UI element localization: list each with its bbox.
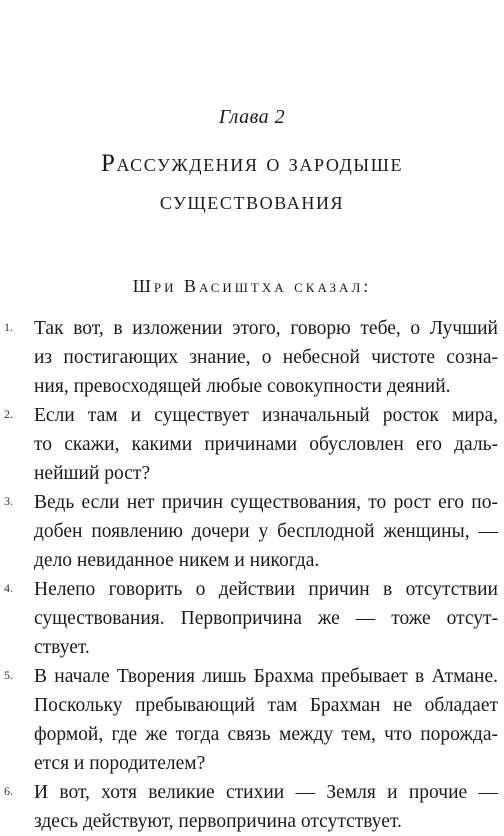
verse-text bbox=[34, 778, 498, 836]
verse-number: 3. bbox=[4, 494, 13, 508]
chapter-title bbox=[0, 145, 504, 221]
verse-line: В начале Творения лишь Брахма пребывает в Атмане. bbox=[34, 666, 498, 687]
verse-line: добен появлению дочери у бесплодной женщины, — bbox=[34, 521, 498, 542]
verse-number: 5. bbox=[4, 668, 13, 682]
verse-line: ствует. bbox=[34, 637, 90, 658]
verse-line: Поскольку пребывающий там Брахман не обладает bbox=[34, 695, 498, 716]
verse-text bbox=[34, 575, 498, 662]
verse-line: то скажи, какими причинами обусловлен его даль- bbox=[34, 434, 498, 455]
speaker-heading: Шри Васиштха сказал: bbox=[132, 276, 372, 296]
verse-line: из постигающих знание, о небесной чистоте созна- bbox=[34, 347, 498, 368]
verse-number: 1. bbox=[4, 320, 13, 334]
verse-line: дело невиданное никем и никогда. bbox=[34, 550, 320, 571]
verse bbox=[0, 488, 504, 575]
verse bbox=[0, 575, 504, 662]
verse-number: 6. bbox=[4, 784, 13, 798]
chapter-title-line: существования bbox=[159, 188, 345, 215]
verse-text bbox=[34, 314, 498, 401]
verse-line: формой, где же тогда связь между тем, что порожда- bbox=[34, 724, 498, 745]
verse bbox=[0, 662, 504, 778]
verse bbox=[0, 401, 504, 488]
verse-text bbox=[34, 488, 498, 575]
verse-text bbox=[34, 662, 498, 778]
verse-line: здесь действуют, первопричина отсутствует. bbox=[34, 811, 402, 832]
verse-number: 4. bbox=[4, 581, 13, 595]
verse-text bbox=[34, 401, 498, 488]
verse-line: существования. Первопричина же — тоже отсут- bbox=[34, 608, 498, 629]
verse-line: нейший рост? bbox=[34, 463, 151, 484]
verse-line: ется и породителем? bbox=[34, 753, 206, 774]
chapter-title-line: Рассуждения о зародыше bbox=[100, 150, 404, 177]
verse-line: Так вот, в изложении этого, говорю тебе, о Лучший bbox=[34, 318, 498, 339]
verse bbox=[0, 778, 504, 836]
verse bbox=[0, 314, 504, 401]
verse-line: Ведь если нет причин существования, то рост его по- bbox=[34, 492, 498, 513]
chapter-number: Глава 2 bbox=[218, 106, 286, 128]
verse-line: Если там и существует изначальный росток мира, bbox=[34, 405, 498, 426]
verse-line: И вот, хотя великие стихии — Земля и прочие — bbox=[34, 782, 498, 803]
verse-number: 2. bbox=[4, 407, 13, 421]
verse-list bbox=[0, 314, 504, 836]
verse-line: Нелепо говорить о действии причин в отсутствии bbox=[34, 579, 498, 600]
verse-line: ния, превосходящей любые совокупности деяний. bbox=[34, 376, 451, 397]
